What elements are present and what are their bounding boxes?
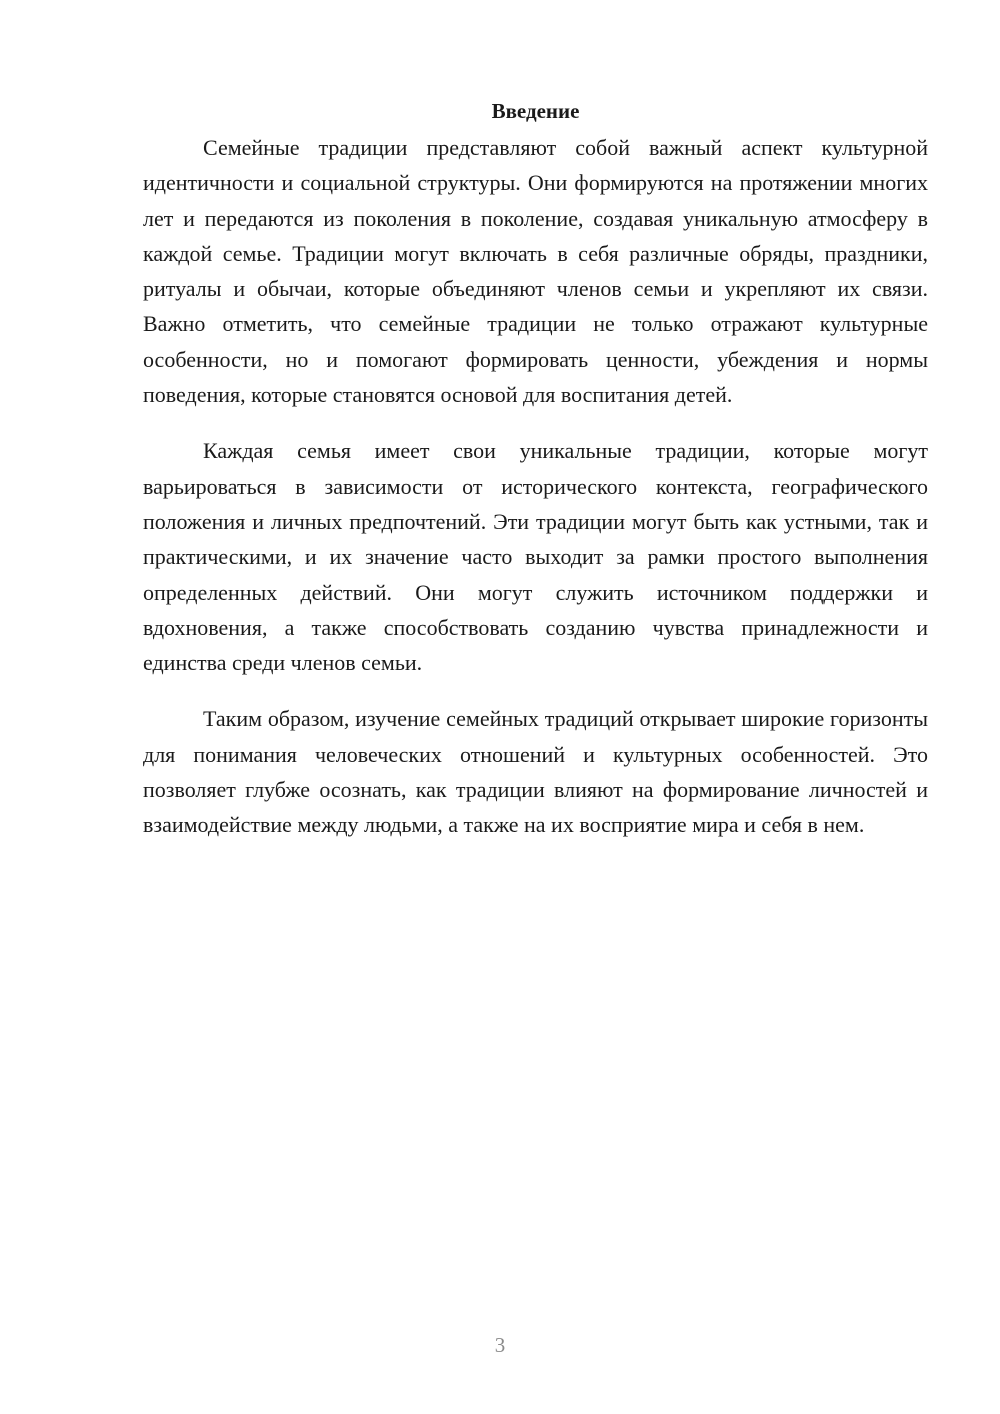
page-number: 3 [494, 1333, 506, 1357]
section-title: Введение [491, 99, 580, 123]
page-content [143, 96, 928, 843]
paragraph-3: Таким образом, изучение семейных традиций открывает широкие горизонты для понимания человеческих отношений и культурных особенностей. Это позволяет глубже осознать, как традиции влияют на формирование личностей и взаимодействие между людьми, а также на их восприятие мира и себя в нем. [143, 706, 928, 838]
paragraph-1: Семейные традиции представляют собой важный аспект культурной идентичности и социальной структуры. Они формируются на протяжении многих лет и передаются из поколения в поколение, создавая уникальную атмосферу в каждой семье. Традиции могут включать в себя различные обряды, праздники, ритуалы и обычаи, которые объединяют членов семьи и укрепляют их связи. Важно отметить, что семейные традиции не только отражают культурные особенности, но и помогают формировать ценности, убеждения и нормы поведения, которые становятся основой для воспитания детей. [143, 135, 928, 408]
paragraph-2: Каждая семья имеет свои уникальные традиции, которые могут варьироваться в зависимости от исторического контекста, географического положения и личных предпочтений. Эти традиции могут быть как устными, так и практическими, и их значение часто выходит за рамки простого выполнения определенных действий. Они могут служить источником поддержки и вдохновения, а также способствовать созданию чувства принадлежности и единства среди членов семьи. [143, 438, 928, 676]
